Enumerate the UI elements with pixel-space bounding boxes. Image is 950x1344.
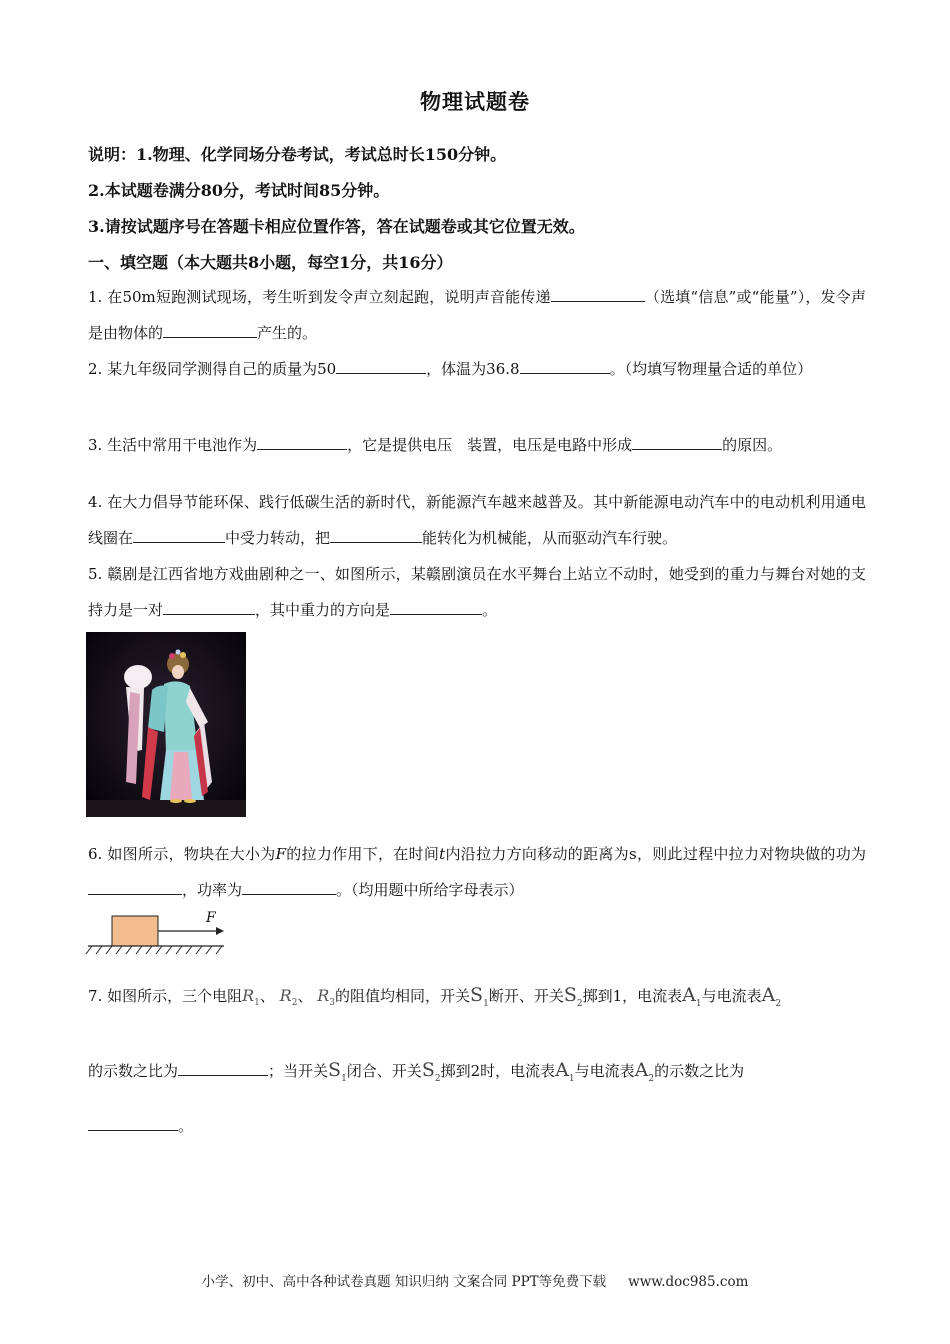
answer-blank[interactable] <box>390 596 482 615</box>
answer-blank[interactable] <box>163 319 257 338</box>
ammeter-a1-symbol: $A_1$ <box>555 1059 575 1084</box>
question-1: 1. 在50m短跑测试现场，考生听到发令声立刻起跑，说明声音能传递 （选填“信息”或“能量”），发令声是由物体的 产生的。 <box>88 279 866 351</box>
switch-s1-symbol: $S_1$ <box>470 984 489 1009</box>
instruction-note-2: 2.本试题卷满分80分，考试时间85分钟。 <box>88 181 390 200</box>
question-6: 6. 如图所示，物块在大小为F的拉力作用下，在时间t内沿拉力方向移动的距离为s，则此过程中拉力对物块做的功为，功率为 。（均用题中所给字母表示） <box>88 845 866 899</box>
answer-blank[interactable] <box>336 355 426 374</box>
ammeter-a1-symbol: $A_1$ <box>682 984 702 1009</box>
footer-text: 小学、初中、高中各种试卷真题 知识归纳 文案合同 PPT等免费下载 <box>201 1274 607 1290</box>
answer-blank[interactable] <box>242 876 336 895</box>
ground-hatching <box>86 946 222 954</box>
resistor-r3-symbol: $R_3$ <box>317 986 336 1009</box>
answer-blank[interactable] <box>88 876 182 895</box>
section-heading: 一、填空题（本大题共8小题，每空1分，共16分） <box>88 253 453 272</box>
switch-s2-symbol: $S_2$ <box>563 984 583 1009</box>
question-5: 5. 赣剧是江西省地方戏曲剧种之一、如图所示，某赣剧演员在水平舞台上站立不动时，她受到的重力与舞台对她的支持力是一对 ，其中重力的方向是 。 <box>88 565 866 619</box>
answer-blank[interactable] <box>330 524 422 543</box>
resistor-r2-symbol: $R_2$ <box>279 986 298 1009</box>
question-2: 2. 某九年级同学测得自己的质量为50 ，体温为36.8 。（均填写物理量合适的单位） <box>88 351 866 387</box>
ammeter-a2-symbol: $A_2$ <box>761 984 782 1009</box>
force-symbol: F <box>275 845 286 863</box>
block <box>112 916 158 946</box>
question-3: 3. 生活中常用干电池作为 ，它是提供电压 装置，电压是电路中形成 的原因。 <box>88 427 866 463</box>
question-4: 4. 在大力倡导节能环保、践行低碳生活的新时代，新能源汽车越来越普及。其中新能源电动汽车中的电动机利用通电线圈在 中受力转动，把 能转化为机械能，从而驱动汽车行驶。 <box>88 493 866 547</box>
opera-performer-photo <box>86 632 246 817</box>
answer-blank[interactable] <box>88 1112 178 1131</box>
block-force-diagram <box>84 908 228 956</box>
resistor-r1-symbol: $R_1$ <box>242 986 260 1009</box>
switch-s2-symbol: $S_2$ <box>421 1059 441 1084</box>
arrow-head <box>216 927 224 935</box>
answer-blank[interactable] <box>178 1057 268 1076</box>
force-label: F <box>206 910 216 926</box>
answer-blank[interactable] <box>133 524 225 543</box>
answer-blank[interactable] <box>163 596 255 615</box>
question-7-line-2: 的示数之比为 ；当开关$S_1$闭合、开关$S_2$掷到2时，电流表$A_1$与电流表$A_2$的示数之比为 <box>88 1059 745 1084</box>
answer-blank[interactable] <box>632 431 722 450</box>
time-symbol: t <box>439 845 446 863</box>
page-title: 物理试题卷 <box>420 89 530 114</box>
question-7-line-3: 。 <box>88 1108 866 1144</box>
answer-blank[interactable] <box>257 431 347 450</box>
footer-link[interactable]: www.doc985.com <box>628 1274 749 1290</box>
ammeter-a2-symbol: $A_2$ <box>634 1059 655 1084</box>
switch-s1-symbol: $S_1$ <box>328 1059 347 1084</box>
page-footer <box>0 1270 950 1290</box>
instruction-note-3: 3.请按试题序号在答题卡相应位置作答，答在试题卷或其它位置无效。 <box>88 217 585 236</box>
answer-blank[interactable] <box>551 283 645 302</box>
answer-blank[interactable] <box>520 355 610 374</box>
instruction-note-1: 说明：1.物理、化学同场分卷考试，考试总时长150分钟。 <box>88 145 507 164</box>
question-7-line-1: 7. 如图所示，三个电阻$R_1$、 $R_2$、 $R_3$的阻值均相同，开关$S_1$断开、开关$S_2$掷到1，电流表$A_1$与电流表$A_2$ <box>88 984 782 1009</box>
